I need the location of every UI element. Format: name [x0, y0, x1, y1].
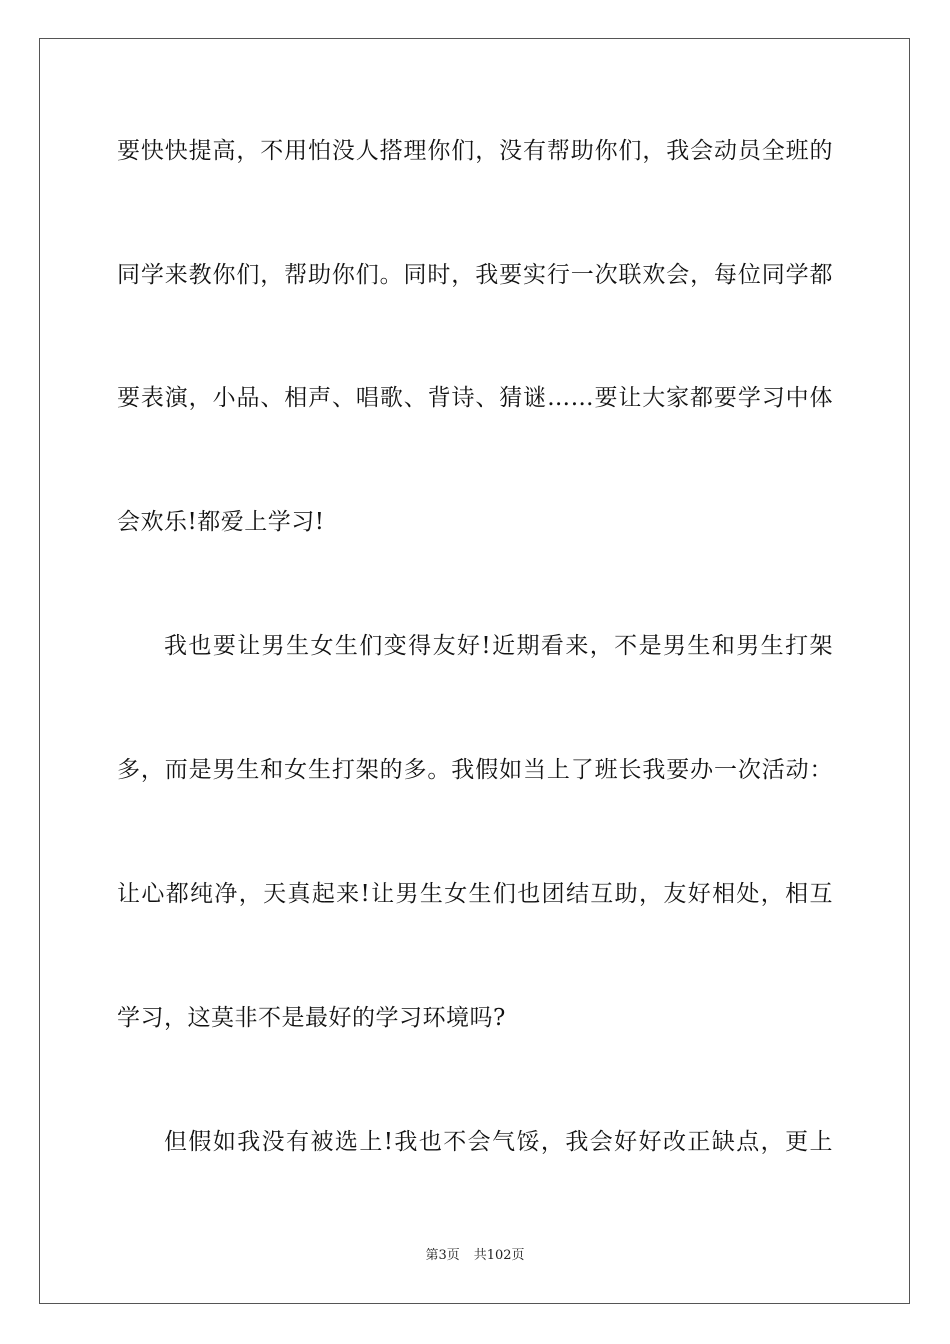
body-text-line: 多，而是男生和女生打架的多。我假如当上了班长我要办一次活动：	[117, 757, 833, 783]
body-text-line: 要表演，小品、相声、唱歌、背诗、猜谜……要让大家都要学习中体	[117, 385, 833, 411]
paragraph-first-line: 但假如我没有被选上!我也不会气馁，我会好好改正缺点，更上	[164, 1129, 833, 1155]
paragraph-first-line: 我也要让男生女生们变得友好!近期看来，不是男生和男生打架	[164, 633, 833, 659]
body-text-line: 会欢乐!都爱上学习!	[117, 509, 325, 535]
body-text-line: 学习，这莫非不是最好的学习环境吗?	[117, 1005, 506, 1031]
body-text-line: 同学来教你们，帮助你们。同时，我要实行一次联欢会，每位同学都	[117, 262, 833, 288]
page-border	[39, 38, 910, 1304]
body-text-line: 要快快提高，不用怕没人搭理你们，没有帮助你们，我会动员全班的	[117, 138, 833, 164]
body-text-line: 让心都纯净，天真起来!让男生女生们也团结互助，友好相处，相互	[117, 881, 833, 907]
page-number: 第3页	[425, 1248, 460, 1263]
page-footer	[0, 1247, 950, 1265]
total-pages: 共102页	[473, 1248, 525, 1263]
